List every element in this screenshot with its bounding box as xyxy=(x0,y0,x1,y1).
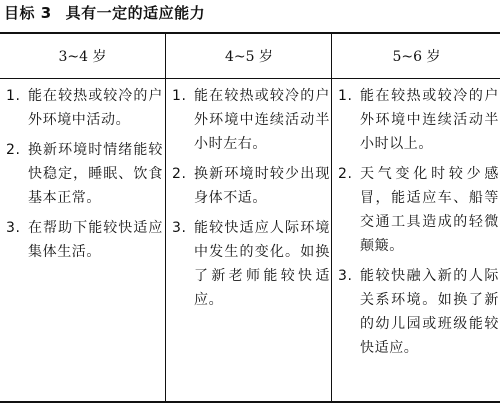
column-header: 4~5 岁 xyxy=(166,34,332,79)
list-item xyxy=(338,264,499,360)
item-number: 3. xyxy=(172,220,187,236)
item-text: 在帮助下能较快适应集体生活。 xyxy=(28,220,163,260)
item-number: 3. xyxy=(338,268,353,284)
list-item xyxy=(172,162,330,210)
item-text: 能在较热或较冷的户外环境中连续活动半小时以上。 xyxy=(360,88,499,152)
age-goal-table xyxy=(0,32,500,403)
item-number: 1. xyxy=(6,88,21,104)
column-header: 5~6 岁 xyxy=(332,34,500,79)
goal-number: 目标 3 xyxy=(4,4,52,22)
item-number: 3. xyxy=(6,220,21,236)
item-number: 1. xyxy=(338,88,353,104)
item-list xyxy=(172,84,330,318)
item-number: 2. xyxy=(6,142,21,158)
column-header: 3~4 岁 xyxy=(0,34,165,79)
list-item xyxy=(6,84,163,132)
item-text: 能在较热或较冷的户外环境中连续活动半小时左右。 xyxy=(194,88,330,152)
list-item xyxy=(338,162,499,258)
list-item xyxy=(6,216,163,264)
column-age-5-6 xyxy=(331,34,500,401)
item-text: 天气变化时较少感冒，能适应车、船等交通工具造成的轻微颠簸。 xyxy=(360,166,499,254)
column-age-4-5 xyxy=(165,34,332,401)
item-text: 能在较热或较冷的户外环境中活动。 xyxy=(28,88,163,128)
goal-title xyxy=(4,4,205,22)
list-item xyxy=(338,84,499,156)
item-number: 1. xyxy=(172,88,187,104)
item-list xyxy=(338,84,499,366)
goal-text: 具有一定的适应能力 xyxy=(65,4,206,22)
item-text: 能较快适应人际环境中发生的变化。如换了新老师能较快适应。 xyxy=(194,220,330,308)
list-item xyxy=(172,84,330,156)
list-item xyxy=(6,138,163,210)
item-text: 换新环境时较少出现身体不适。 xyxy=(194,166,330,206)
list-item xyxy=(172,216,330,312)
item-text: 换新环境时情绪能较快稳定，睡眠、饮食基本正常。 xyxy=(28,142,163,206)
column-age-3-4 xyxy=(0,34,165,401)
item-text: 能较快融入新的人际关系环境。如换了新的幼儿园或班级能较快适应。 xyxy=(360,268,499,356)
item-number: 2. xyxy=(172,166,187,182)
item-list xyxy=(6,84,163,270)
item-number: 2. xyxy=(338,166,353,182)
